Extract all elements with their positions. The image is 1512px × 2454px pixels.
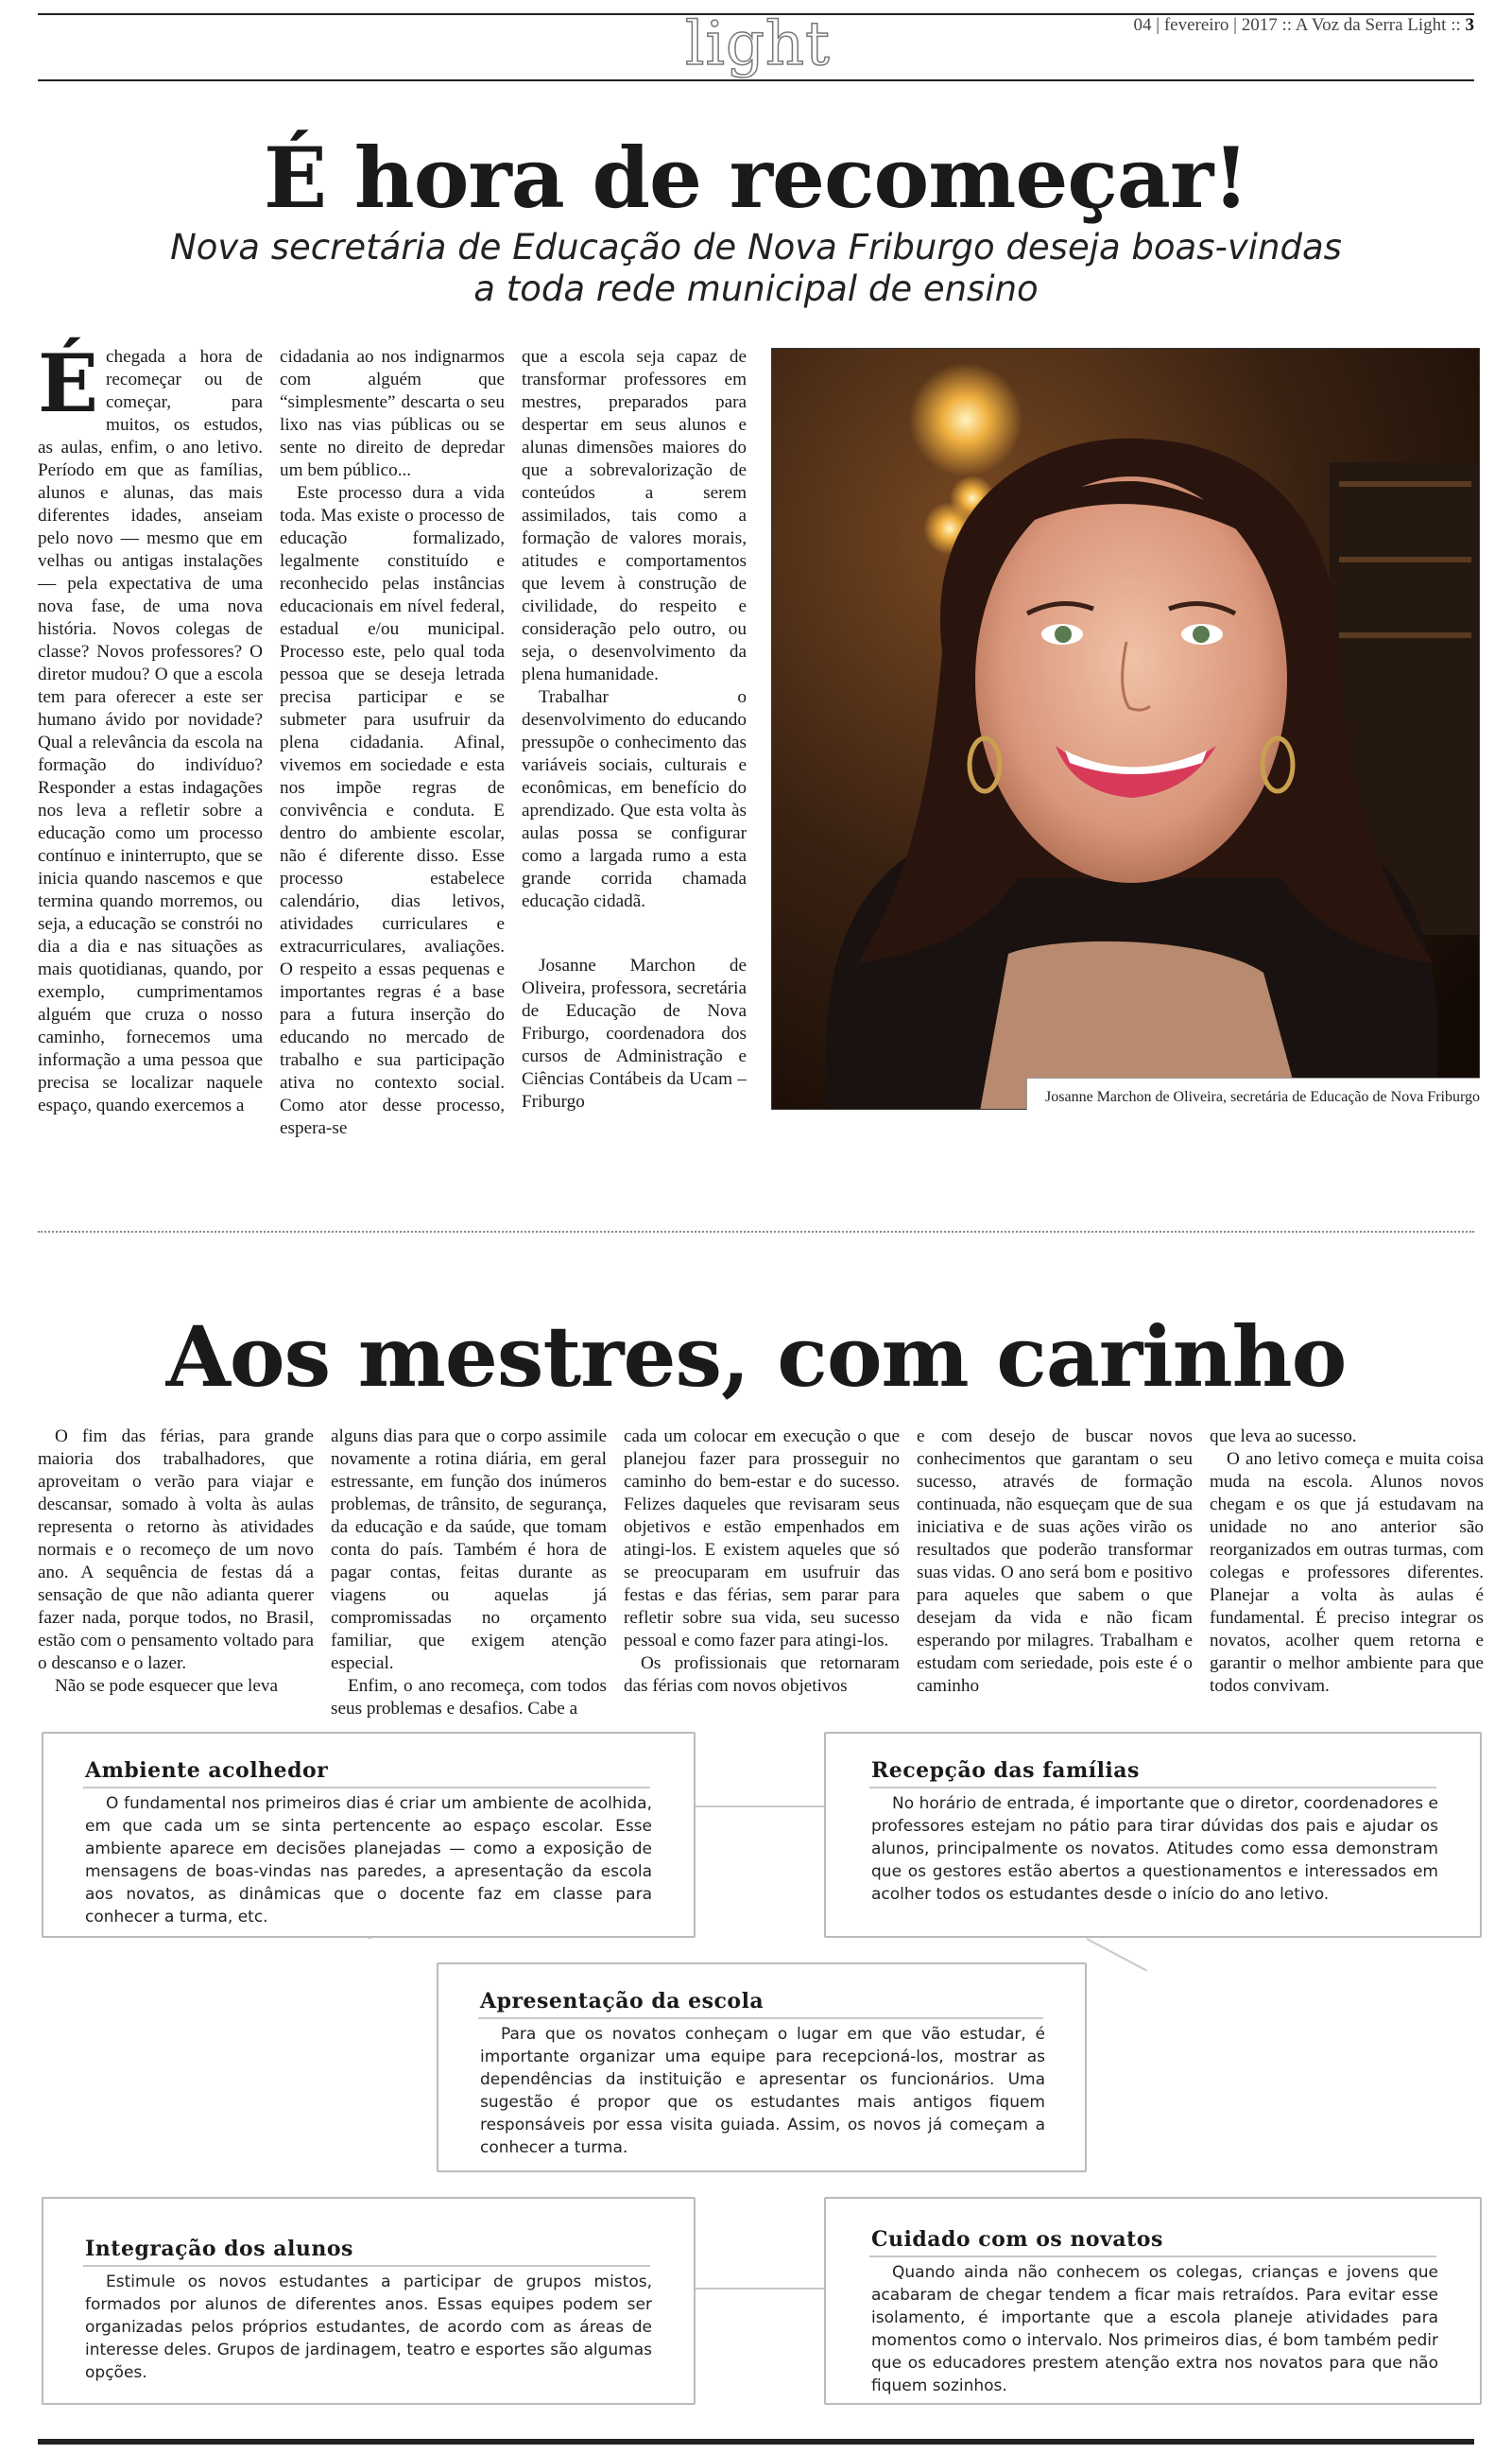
article1-col1-paragraph [38,337,263,1117]
article2-col2-paragraph-2: Enfim, o ano recomeça, com todos seus problemas e desafios. Cabe a [331,1676,607,1719]
folio [1134,15,1474,36]
article2-col5-paragraph-1: que leva ao sucesso. [1210,1426,1357,1446]
section-divider [38,1231,1474,1233]
tip-box-rule [83,1787,650,1789]
tip-box-text: Estimule os novos estudantes a participar de grupos mistos, formados por alunos de diferentes anos. Essas equipes podem ser organizadas pelos próprios estudantes, de acordo com as áreas de interesse deles. Grupos de jardinagem, teatro e esportes são algumas opções. [85,2273,652,2382]
article1-col3-paragraph-1: que a escola seja capaz de transformar professores em mestres, preparados para despertar em seus alunos e alunas dimensões maiores do que a sobrevalorização de conteúdos a serem assimilados, tais como a formação de valores morais, atitudes e comportamentos que levem à construção de civilidade, do respeito e consideração pelo outro, ou seja, o desenvolvimento da plena humanidade. [522,347,747,684]
article1-subtitle-line2: a toda rede municipal de ensino [473,268,1039,309]
article2-column-1 [38,1426,314,1698]
connector-line-top [696,1806,824,1807]
article1-subtitle-line1: Nova secretária de Educação de Nova Friburgo deseja boas-vindas [170,227,1342,268]
article2-column-5 [1210,1426,1484,1698]
article1-col2-paragraph-1: cidadania ao nos indignarmos com alguém que “simplesmente” descarta o seu lixo nas vias públicas ou se sente no direito de depredar um bem público... [280,347,505,480]
dropcap: É [38,337,99,430]
article2-column-3 [624,1426,900,1698]
article2-col1-paragraph-2: Não se pode esquecer que leva [55,1676,279,1696]
tip-box-text: O fundamental nos primeiros dias é criar um ambiente de acolhida, em que cada um se sinta pertencente ao espaço escolar. Esse ambiente aparece em decisões planejadas — como a exposição de mensagens de boas-vindas nas paredes, a apresentação da escola aos novatos, as dinâmicas que o docente faz em classe para conhecer a turma, etc. [85,1794,652,1927]
tip-box-rule [478,2017,1043,2019]
article1-col3-paragraph-2: Trabalhar o desenvolvimento do educando pressupõe o conhecimento das variáveis sociais, culturais e econômicas, em benefício do aprendizado. Que esta volta às aulas possa se configurar como a largada rumo a esta grande corrida chamada educação cidadã. [522,687,747,911]
portrait-illustration [772,349,1480,1110]
tip-box-rule [869,2255,1436,2257]
article2-col4-paragraph: e com desejo de buscar novos conhecimentos que garantam o seu sucesso, através de formação continuada, não esqueçam que de sua iniciativa e de suas ações virão os resultados que poderão transformar suas vidas. O ano será bom e positivo para aqueles que sabem o que desejam da vida e não ficam esperando por milagres. Trabalham e estudam com seriedade, pois este é o caminho [917,1426,1193,1696]
article2-col3-paragraph-2: Os profissionais que retornaram das férias com novos objetivos [624,1653,900,1696]
article1-title: É hora de recomeçar! [264,129,1248,227]
tip-box-title: Cuidado com os novatos [871,2227,1163,2252]
tip-box-text: Para que os novatos conheçam o lugar em que vão estudar, é importante organizar uma equipe para recepcioná-los, mostrar as dependências da instituição e apresentar os funcionários. Uma sugestão é propor que os estudantes mais antigos fiquem responsáveis por essa visita guiada. Assim, os novos já começam a conhecer a turma. [480,2025,1045,2157]
photo-caption: Josanne Marchon de Oliveira, secretária de Educação de Nova Friburgo [1045,1089,1480,1105]
page-number: 3 [1465,15,1474,35]
article1-col1-text: chegada a hora de recomeçar ou de começar, para muitos, os estudos, as aulas, enfim, o ano letivo. Período em que as famílias, alunos e alunas, das mais diferentes idades, anseiam pelo novo — mesmo que em velhas ou antigas instalações — pela expectativa de uma nova fase, de uma nova história. Novos colegas de classe? Novos professores? O diretor mudou? O que a escola tem para oferecer a este ser humano ávido por novidade? Qual a relevância da escola na formação do indivíduo? Responder a estas indagações nos leva a refletir sobre a educação como um processo contínuo e ininterrupto, que se inicia quando nascemos e que termina quando morremos, ou seja, a educação se constrói no dia a dia e nas situações as mais quotidianas, quando, por exemplo, cumprimentamos alguém que cruza o nosso caminho, fornecemos uma informação a uma pessoa que precisa se localizar naquele espaço, quando exercemos a [38,347,263,1115]
article1-col2-paragraph-2: Este processo dura a vida toda. Mas existe o processo de educação formalizado, legalmente constituído e reconhecido pelas instâncias educacionais em nível federal, estadual e/ou municipal. Processo este, pelo qual toda pessoa que se deseja letrada precisa participar e se submeter para usufruir da plena cidadania. Afinal, vivemos em sociedade e esta nos impõe regras de convivência e conduta. E dentro do ambiente escolar, não é diferente disso. Esse processo estabelece calendário, dias letivos, atividades curriculares e extracurriculares, avaliações. O respeito a essas pequenas e importantes regras é a base para a futura inserção do educando no mercado de trabalho e sua participação ativa no contexto social. Como ator desse processo, espera-se [280,483,505,1138]
tip-box-text: Quando ainda não conhecem os colegas, crianças e jovens que acabaram de chegar tendem a ficar mais retraídos. Para evitar esse isolamento, é importante que a escola planeje atividades para momentos como o intervalo. Nos primeiros dias, é bom também pedir que os educadores prestem atenção extra nos novatos para que não fiquem sozinhos. [871,2263,1438,2395]
article2-col3-paragraph-1: cada um colocar em execução o que planejou fazer para prosseguir no caminho do bem-estar e do sucesso. Felizes daqueles que revisaram seus objetivos e estão empenhados em atingi-los. E existem aqueles que só se preocuparam em usufruir das festas e das férias, sem parar para refletir sobre sua vida, seu sucesso pessoal e como fazer para atingi-los. [624,1426,900,1650]
article1-column-1 [38,337,263,1117]
tip-box-title: Recepção das famílias [871,1758,1140,1783]
article2-col1-paragraph-1: O fim das férias, para grande maioria dos trabalhadores, que aproveitam o verão para viajar e descansar, somado à volta às aulas representa o retorno às atividades normais e o recomeço de um novo ano. A sequência de festas dá a sensação de que não adianta querer fazer nada, porque todos, no Brasil, estão com o pensamento voltado para o descanso e o lazer. [38,1426,314,1673]
article2-column-4 [917,1426,1193,1698]
tip-box-title: Integração dos alunos [85,2237,353,2261]
tip-box-rule [83,2265,650,2267]
connector-line-right [1087,1938,1148,1972]
footer-rule [38,2439,1474,2445]
connector-line-bottom [696,2288,824,2290]
author-signature: Josanne Marchon de Oliveira, professora, secretária de Educação de Nova Friburgo, coordenadora dos cursos de Administração e Ciências Contábeis da Ucam – Friburgo [522,956,747,1112]
section-label: light [685,9,831,79]
header-bottom-rule [38,79,1474,81]
article2-col2-paragraph-1: alguns dias para que o corpo assimile novamente a rotina diária, em geral estressante, em função dos inúmeros problemas, de trânsito, de segurança, da educação e da saúde, que tomam conta do país. Também é hora de pagar contas, feitas durante as viagens ou aquelas já compromissadas no orçamento familiar, que exigem atenção especial. [331,1426,607,1673]
tip-box-title: Apresentação da escola [480,1989,765,2013]
article1-column-2 [280,346,505,1140]
tip-box-rule [869,1787,1436,1789]
folio-text: 04 | fevereiro | 2017 :: A Voz da Serra Light :: [1133,15,1466,35]
article2-col5-paragraph-2: O ano letivo começa e muita coisa muda na escola. Alunos novos chegam e os que já estudavam na unidade no ano anterior são reorganizados em outras turmas, com colegas e professores diferentes. Planejar a volta às aulas é fundamental. É preciso integrar os novatos, acolher quem retorna e garantir o melhor ambiente para que todos convivam. [1210,1449,1484,1696]
article1-subtitle [0,227,1512,310]
tip-box-text: No horário de entrada, é importante que o diretor, coordenadores e professores estejam no pátio para tirar dúvidas dos pais e ajudar os alunos, principalmente os novatos. Atitudes como essa demonstram que os gestores estão abertos a questionamentos e interessados em acolher todos os estudantes desde o início do ano letivo. [871,1794,1438,1904]
article1-column-3 [522,346,747,1114]
article2-column-2 [331,1426,607,1720]
tip-box-title: Ambiente acolhedor [85,1758,329,1783]
portrait-photo [771,348,1480,1110]
article2-title: Aos mestres, com carinho [165,1307,1347,1406]
